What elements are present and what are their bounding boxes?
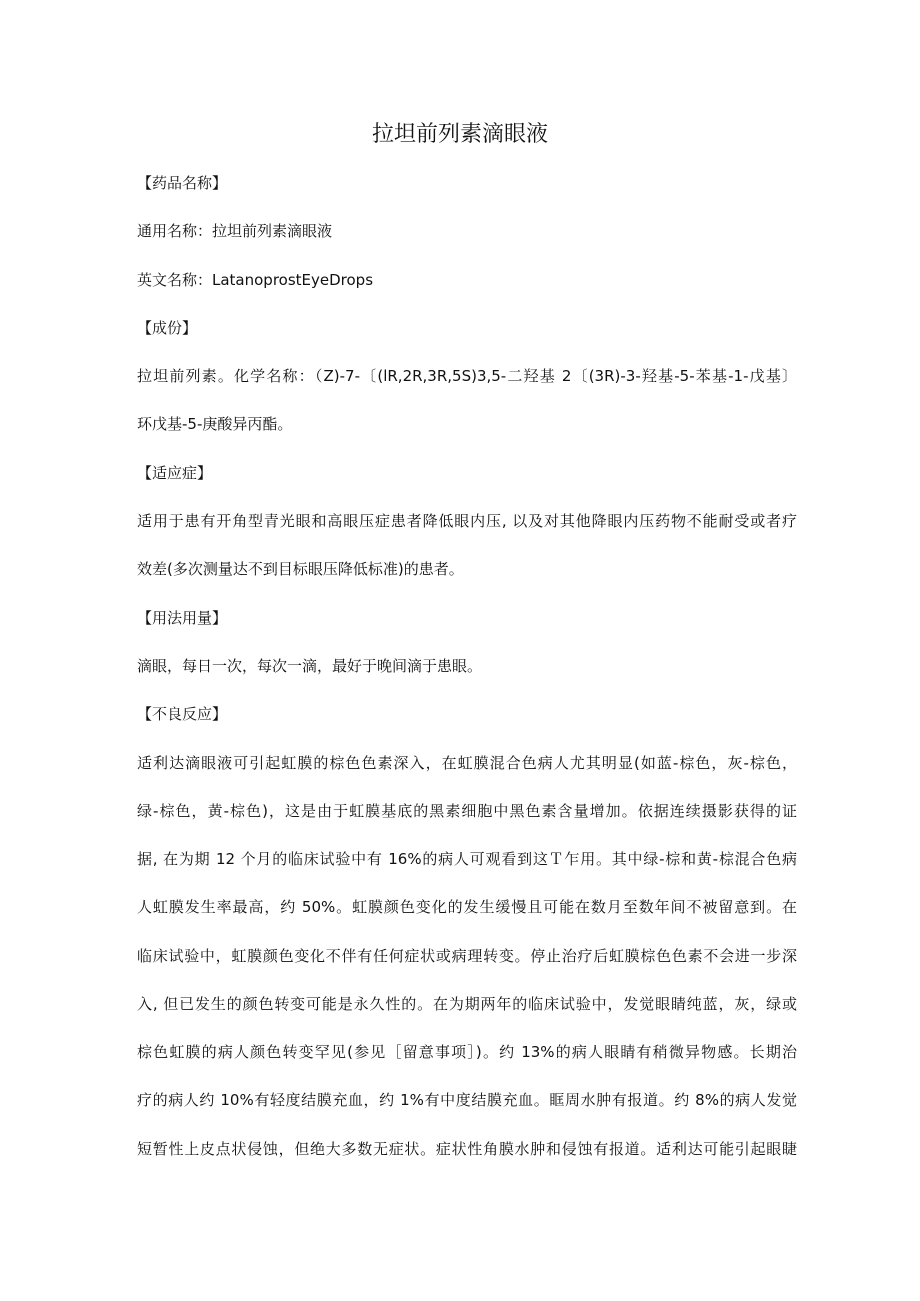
section-heading-adverse-reactions: 【不良反应】 [137,705,228,723]
generic-name-line: 通用名称：拉坦前列素滴眼液 [137,222,333,240]
english-name-line: 英文名称：LatanoprostEyeDrops [137,271,374,289]
ingredients-line-2: 环戊基-5-庚酸异丙酯。 [137,415,293,433]
adverse-line-3: 据, 在为期 12 个月的临床试验中有 16%的病人可观看到这Ｔ乍用。其中绿-棕和黄-棕混合色病 [137,850,797,868]
section-heading-ingredients: 【成份】 [137,319,198,337]
adverse-line-1: 适利达滴眼液可引起虹膜的棕色色素深入，在虹膜混合色病人尤其明显(如蓝-棕色，灰-棕色， [137,754,797,772]
section-heading-drug-name: 【药品名称】 [137,174,228,192]
adverse-line-9: 短暂性上皮点状侵蚀，但绝大多数无症状。症状性角膜水肿和侵蚀有报道。适利达可能引起眼睫 [137,1140,797,1158]
indications-line-2: 效差(多次测量达不到目标眼压降低标准)的患者。 [137,560,464,578]
adverse-line-8: 疗的病人约 10%有轻度结膜充血，约 1%有中度结膜充血。眶周水肿有报道。约 8%的病人发觉 [137,1091,797,1109]
section-heading-indications: 【适应症】 [137,464,213,482]
document-title: 拉坦前列素滴眼液 [371,122,548,147]
section-heading-dosage: 【用法用量】 [137,609,228,627]
adverse-line-5: 临床试验中，虹膜颜色变化不伴有任何症状或病理转变。停止治疗后虹膜棕色色素不会进一步深 [137,947,797,965]
adverse-line-2: 绿-棕色，黄-棕色)，这是由于虹膜基底的黑素细胞中黑色素含量增加。依据连续摄影获得的证 [137,802,797,820]
dosage-text: 滴眼，每日一次，每次一滴，最好于晚间滴于患眼。 [137,657,483,675]
ingredients-line-1: 拉坦前列素。化学名称：（Z)-7-〔(lR,2R,3R,5S)3,5-二羟基 2〔(3R)-3-羟基-5-苯基-1-戊基〕 [137,367,797,385]
indications-line-1: 适用于患有开角型青光眼和高眼压症患者降低眼内压, 以及对其他降眼内压药物不能耐受或者疗 [137,512,797,530]
adverse-line-6: 入, 但已发生的颜色转变可能是永久性的。在为期两年的临床试验中，发觉眼睛纯蓝，灰，绿或 [137,995,797,1013]
adverse-line-7: 棕色虹膜的病人颜色转变罕见(参见［留意事项］)。约 13%的病人眼睛有稍微异物感。长期治 [137,1043,797,1061]
adverse-line-4: 人虹膜发生率最高，约 50%。虹膜颜色变化的发生缓慢且可能在数月至数年间不被留意到。在 [137,898,797,916]
